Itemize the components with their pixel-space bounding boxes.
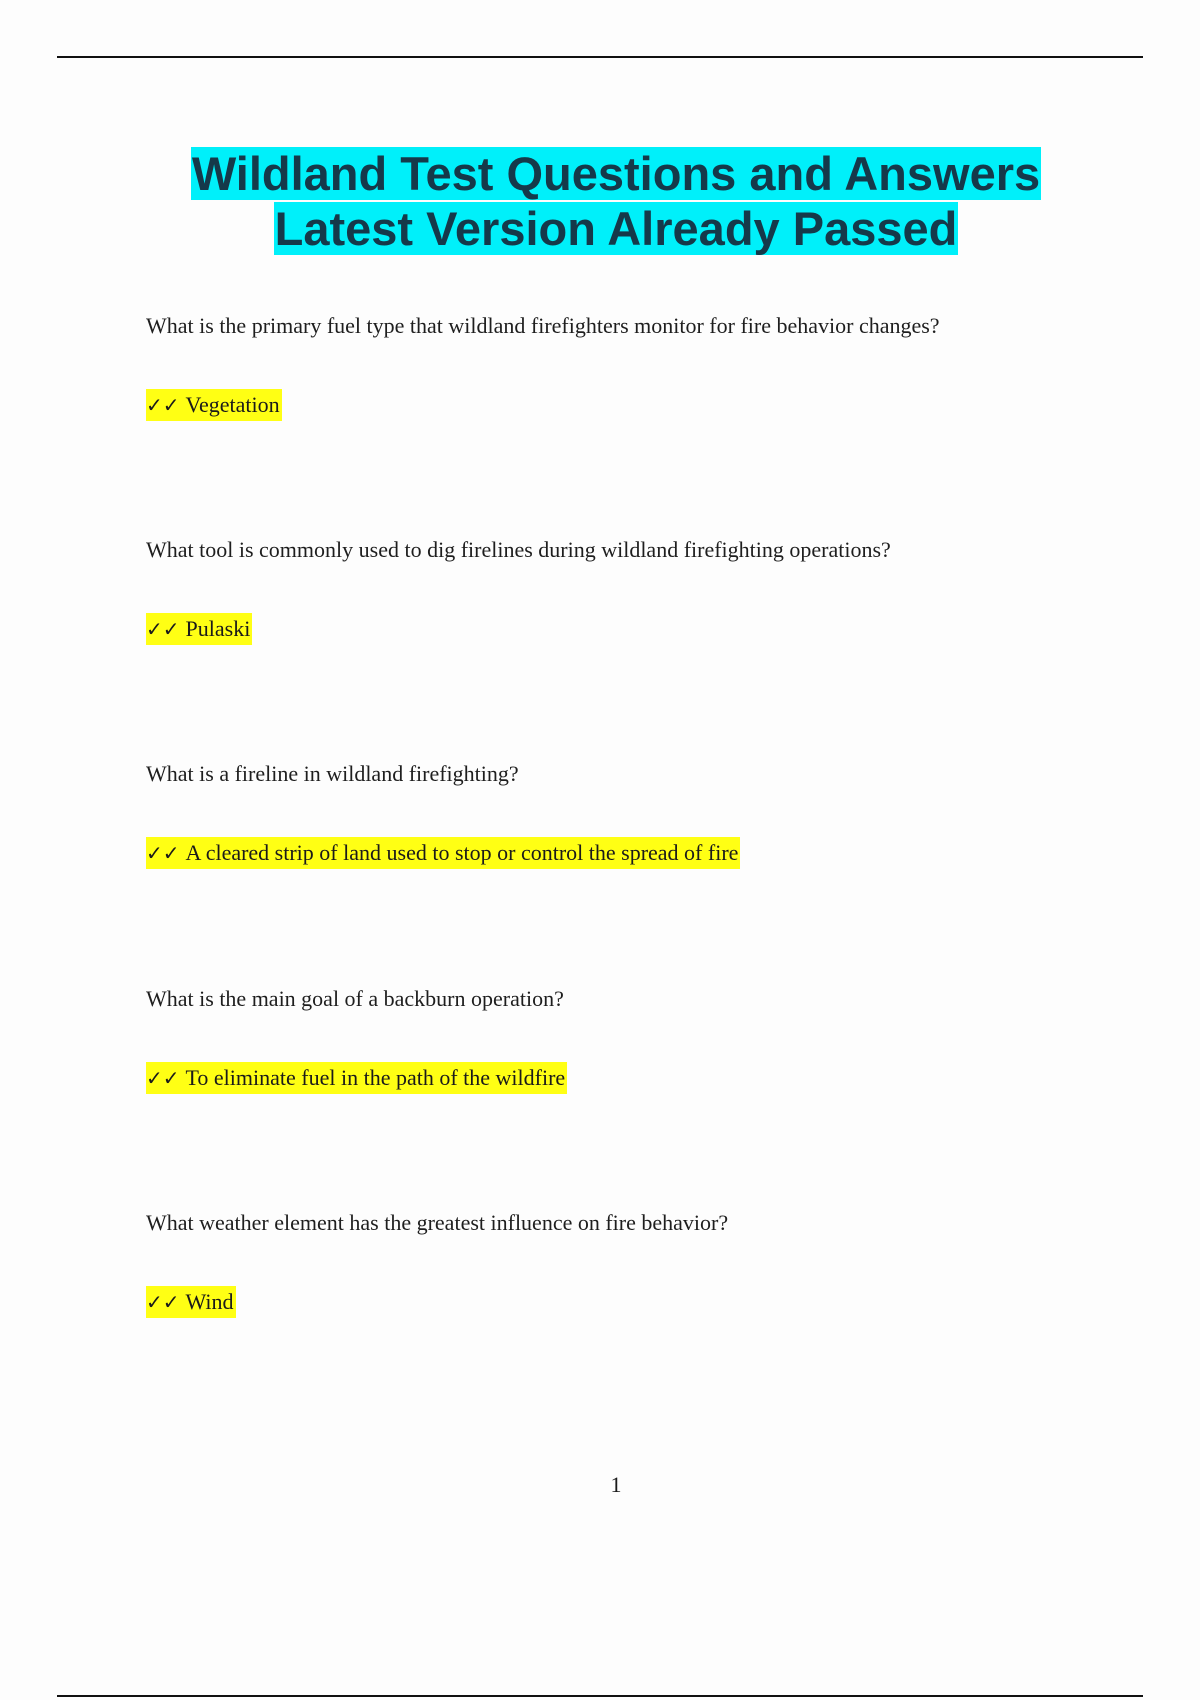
question-text: What weather element has the greatest influence on fire behavior? xyxy=(146,1210,729,1235)
page-number: 1 xyxy=(610,1472,622,1497)
check-icon: ✓✓ xyxy=(146,393,180,417)
answer-highlight xyxy=(146,1286,236,1318)
qa-item xyxy=(146,313,1106,417)
answer-highlight xyxy=(146,389,282,421)
check-icon: ✓✓ xyxy=(146,1290,180,1314)
title-line-2: Latest Version Already Passed xyxy=(274,202,958,255)
qa-item xyxy=(146,537,1106,641)
bottom-rule xyxy=(57,1695,1143,1697)
question-text: What is the main goal of a backburn operation? xyxy=(146,986,564,1011)
answer-text: Pulaski xyxy=(185,616,251,641)
qa-item xyxy=(146,761,1106,865)
answer-text: Wind xyxy=(185,1289,234,1314)
check-icon: ✓✓ xyxy=(146,617,180,641)
answer-text: Vegetation xyxy=(185,392,280,417)
answer-highlight xyxy=(146,613,252,645)
check-icon: ✓✓ xyxy=(146,1066,180,1090)
qa-item xyxy=(146,986,1106,1090)
question-text: What is the primary fuel type that wildland firefighters monitor for fire behavior changes? xyxy=(146,313,940,338)
answer-text: To eliminate fuel in the path of the wildfire xyxy=(185,1065,566,1090)
qa-item xyxy=(146,1210,1106,1314)
top-rule xyxy=(57,56,1143,58)
title-line-1: Wildland Test Questions and Answers xyxy=(191,147,1041,200)
answer-text: A cleared strip of land used to stop or control the spread of fire xyxy=(185,840,739,865)
answer-highlight xyxy=(146,1062,567,1094)
check-icon: ✓✓ xyxy=(146,841,180,865)
question-text: What tool is commonly used to dig firelines during wildland firefighting operations? xyxy=(146,537,891,562)
question-text: What is a fireline in wildland firefighting? xyxy=(146,761,519,786)
document-title xyxy=(0,146,1200,256)
answer-highlight xyxy=(146,837,740,869)
